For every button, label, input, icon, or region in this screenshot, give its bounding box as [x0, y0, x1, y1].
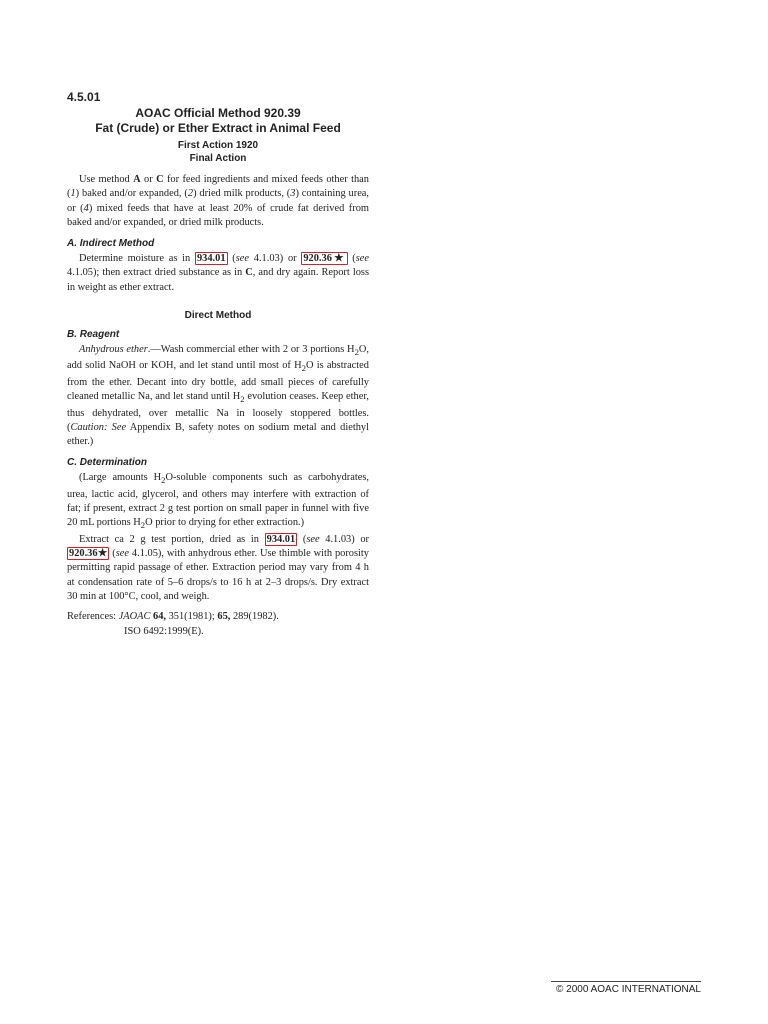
method-link-934-01[interactable]: 934.01 [196, 253, 226, 265]
intro-paragraph: Use method A or C for feed ingredients and mixed feeds other than (1) baked and/or expanded, (2) dried milk products, (3) containing urea, or (4) mixed feeds that have at least 20% of crude fat derived from baked and/or expanded, or dried milk products. [67, 174, 370, 228]
references-line-2: ISO 6492:1999(E). [124, 625, 204, 637]
section-c-paragraph-1: (Large amounts $H_2O$-soluble components such as carbohydrates, urea, lactic acid, glycerol, and others may interfere with extraction of fat; if present, extract 2 g test portion on small paper in funnel with five 20 mL portions $H_2O$ prior to drying for ether extraction.) [67, 472, 369, 531]
section-b-heading: B. Reagent [67, 329, 120, 341]
first-action-label: First Action 1920 [177, 140, 259, 151]
section-c-heading: C. Determination [67, 457, 148, 469]
section-c-paragraph-2: Extract ca 2 g test portion, dried as in 934.01 (see 4.1.03) or 920.36★ (see 4.1.05), with anhydrous ether. Use thimble with porosity permitting rapid passage of ether. Extraction period may vary from 4 h at condensation rate of 5–6 drops/s to 16 h at 2–3 drops/s. Dry extract 30 min at 100°C, cool, and weigh. [67, 533, 370, 602]
section-number: 4.5.01 [67, 90, 101, 104]
method-link-934-01[interactable]: 934.01 [266, 533, 296, 545]
section-a-paragraph: Determine moisture as in 934.01 (see 4.1.03) or 920.36★ (see 4.1.05); then extract dried substance as in C, and dry again. Report loss in weight as ether extract. [67, 253, 370, 293]
copyright-footer: © 2000 AOAC INTERNATIONAL [551, 981, 701, 995]
references [67, 610, 369, 639]
section-b-paragraph: Anhydrous ether.—Wash commercial ether with 2 or 3 portions $H_2O$, add solid NaOH or KOH, and let stand until most of $H_2O$ is abstracted from the ether. Decant into dry bottle, add small pieces of carefully cleaned metallic Na, and let stand until $H_2$ evolution ceases. Keep ether, thus dehydrated, over metallic Na in loosely stoppered bottles. (Caution: See Appendix B, safety notes on sodium metal and diethyl ether.) [67, 344, 369, 448]
section-a-heading: A. Indirect Method [67, 238, 155, 250]
method-link-920-36[interactable]: 920.36★ [303, 253, 346, 265]
references-line-1: References: JAOAC 64, 351(1981); 65, 289(1982). [67, 611, 279, 623]
method-link-920-36[interactable]: 920.36★ [69, 548, 108, 560]
method-subtitle: Fat (Crude) or Ether Extract in Animal Feed [95, 121, 341, 135]
method-title: AOAC Official Method 920.39 [135, 106, 301, 120]
final-action-label: Final Action [189, 153, 247, 164]
direct-method-heading: Direct Method [184, 310, 252, 322]
method-column [67, 90, 369, 639]
